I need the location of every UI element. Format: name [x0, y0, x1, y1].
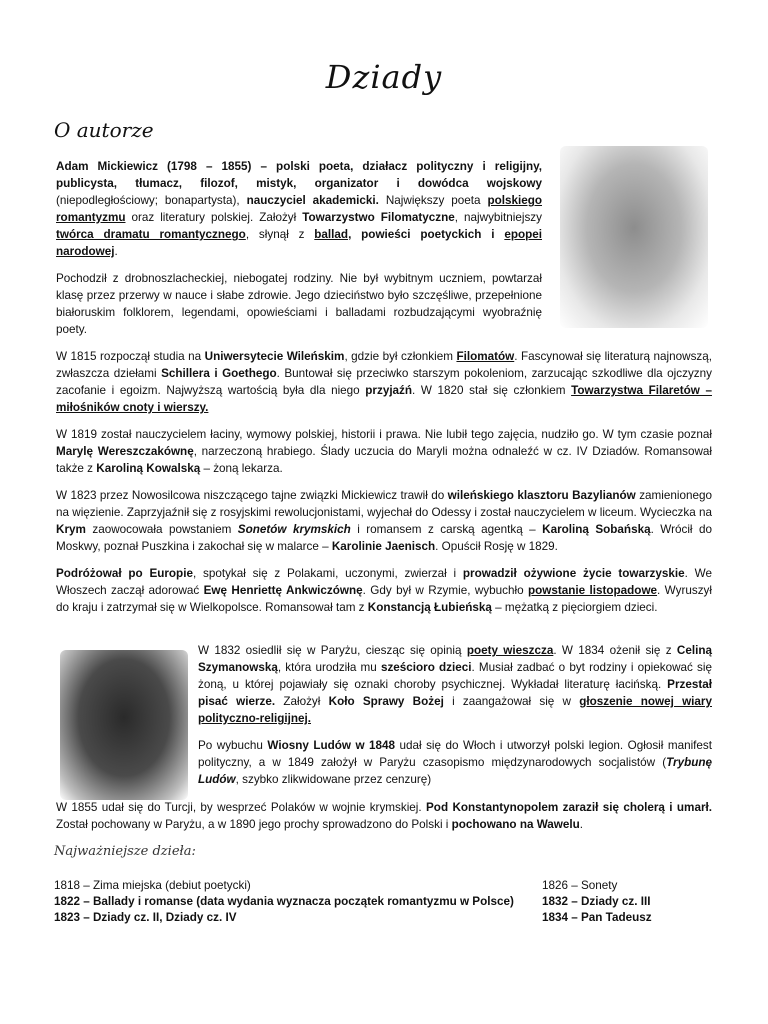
- text-run: , gdzie był członkiem: [344, 350, 457, 363]
- paragraph-exile: [56, 487, 712, 555]
- paragraph-intro-2: [56, 270, 542, 338]
- text-run: . Fascynował się literaturą najnowszą, zwłaszcza dziełami: [56, 350, 713, 380]
- works-column-left: [54, 878, 534, 926]
- text-run: przyjaźń: [365, 384, 413, 397]
- text-run: Przestał pisać wierze.: [198, 678, 712, 708]
- text-run: Został pochowany w Paryżu, a w 1890 jego prochy sprowadzono do Polski i: [56, 818, 452, 831]
- death-block: [56, 799, 712, 843]
- text-run: prowadził ożywione życie towarzyskie: [462, 567, 685, 580]
- text-run: Wiosny Ludów w 1848: [267, 739, 396, 752]
- text-run: , najwybitniejszy: [454, 211, 542, 224]
- work-item: 1823 – Dziady cz. II, Dziady cz. IV: [54, 911, 237, 924]
- page-title: Dziady: [325, 58, 443, 96]
- text-run: poety wieszcza: [466, 644, 554, 657]
- text-run: powstanie listopadowe: [527, 584, 658, 597]
- text-run: Koło Sprawy Bożej: [328, 695, 444, 708]
- text-run: . Gdy był w Rzymie, wybuchło: [362, 584, 528, 597]
- text-run: udał się do Włoch i utworzył polski legion. Ogłosił manifest polityczny, a w 1849 założył w Paryżu czasopismo międzynarodowych socjalistów (: [198, 739, 713, 769]
- text-run: Uniwersytecie Wileńskim: [204, 350, 345, 363]
- text-run: Po wybuchu: [198, 739, 268, 752]
- text-run: zaowocowała powstaniem: [85, 523, 238, 536]
- text-run: , która urodziła mu: [277, 661, 381, 674]
- text-run: sześcioro dzieci: [380, 661, 472, 674]
- works-column-right: [542, 878, 712, 926]
- text-run: Konstancją Łubieńską: [367, 601, 492, 614]
- text-run: Największy poeta: [378, 194, 488, 207]
- text-run: Adam Mickiewicz (1798 – 1855) – polski poeta, działacz polityczny i religijny, publicysta, tłumacz, filozof, mistyk, organizator i dowódca wojskowy: [56, 160, 542, 190]
- section-heading: O autorze: [54, 118, 154, 142]
- text-run: W 1855 udał się do Turcji, by wesprzeć Polaków w wojnie krymskiej.: [56, 801, 427, 814]
- text-run: . Opuścił Rosję w 1829.: [435, 540, 558, 553]
- paragraph-spring-of-nations: [198, 737, 712, 788]
- biography-block: [56, 348, 712, 626]
- paris-block: [198, 642, 712, 798]
- text-run: W 1823 przez Nowosilcowa niszczącego tajne związki Mickiewicz trawił do: [56, 489, 448, 502]
- paragraph-paris: [198, 642, 712, 727]
- text-run: powieści poetyckich i: [361, 228, 505, 241]
- text-run: Towarzystwo Filomatyczne: [302, 211, 455, 224]
- text-run: nauczyciel akademicki.: [246, 194, 379, 207]
- paragraph-teacher: [56, 426, 712, 477]
- text-run: Podróżował po Europie: [56, 567, 193, 580]
- text-run: zamienionego na więzienie. Zaprzyjaźnił się z rosyjskimi rewolucjonistami, wyjechał do Odessy i został nauczycielem w liceum. Wycieczka na: [56, 489, 712, 519]
- text-run: W 1832 osiedlił się w Paryżu, ciesząc się opinią: [198, 644, 467, 657]
- text-run: – mężatką z pięciorgiem dzieci.: [491, 601, 658, 614]
- text-run: Marylę Wereszczakównę: [56, 445, 194, 458]
- text-run: Sonetów krymskich: [237, 523, 351, 536]
- text-run: epopei narodowej: [56, 228, 543, 258]
- works-heading: Najważniejsze dzieła:: [54, 844, 196, 859]
- text-run: i zaangażował się w: [443, 695, 580, 708]
- text-run: Karoliną Kowalską: [96, 462, 201, 475]
- text-run: Karolinie Jaenisch: [331, 540, 436, 553]
- intro-block: [56, 158, 542, 348]
- paragraph-death: [56, 799, 712, 833]
- text-run: . W 1820 stał się członkiem: [412, 384, 572, 397]
- text-run: . Musiał zadbać o byt rodziny i opiekować się żoną, u której pojawiały się oznaki choroby psychicznej. Wykładał literaturę łacińską.: [198, 661, 712, 691]
- text-run: . Wyruszył do kraju i zatrzymał się w Wielkopolsce. Romansował tam z: [56, 584, 712, 614]
- text-run: i romansem z carską agentką –: [350, 523, 543, 536]
- text-run: .: [579, 818, 584, 831]
- text-run: Pod Konstantynopolem zaraził się cholerą i umarł.: [426, 801, 712, 814]
- text-run: (niepodległościowy; bonapartysta),: [56, 194, 247, 207]
- paragraph-studies: [56, 348, 712, 416]
- text-run: pochowano na Wawelu: [451, 818, 580, 831]
- text-run: . W 1834 ożenił się z: [553, 644, 677, 657]
- text-run: Ewę Henriettę Ankwiczównę: [203, 584, 363, 597]
- text-run: – żoną lekarza.: [200, 462, 283, 475]
- text-run: , spotykał się z Polakami, uczonymi, zwierzał i: [192, 567, 463, 580]
- work-item: 1818 – Zima miejska (debiut poetycki): [54, 879, 251, 892]
- paragraph-intro-1: [56, 158, 542, 260]
- work-item: 1826 – Sonety: [542, 879, 618, 892]
- text-run: Krym: [56, 523, 86, 536]
- text-run: oraz literatury polskiej. Założył: [125, 211, 303, 224]
- work-item: 1832 – Dziady cz. III: [542, 895, 651, 908]
- paragraph-europe: [56, 565, 712, 616]
- text-run: głoszenie nowej wiary polityczno-religijnej.: [198, 695, 712, 725]
- portrait-image-mickiewicz-young: [60, 650, 188, 800]
- text-run: , szybko zlikwidowane przez cenzurę): [235, 773, 432, 786]
- text-run: Pochodził z drobnoszlacheckiej, niebogatej rodziny. Nie był wybitnym uczniem, powtarzał klasę przez przerwy w nauce i słabe zdrowie. Jego dzieciństwo było szczęśliwe, przepełnione białoruskim folklorem, legendami, opowieściami i balladami rozbudzającymi wyobraźnię poety.: [56, 272, 542, 336]
- text-run: Założył: [275, 695, 329, 708]
- text-run: wileńskiego klasztoru Bazylianów: [447, 489, 636, 502]
- text-run: , słynął z: [245, 228, 315, 241]
- text-run: , narzeczoną hrabiego. Ślady uczucia do Maryli można odnaleźć w cz. IV Dziadów. Romansował także z: [56, 445, 712, 475]
- work-item: 1822 – Ballady i romanse (data wydania wyznacza początek romantyzmu w Polsce): [54, 895, 514, 908]
- text-run: . Buntował się przeciwko starszym pokoleniom, zarzucając szkodliwe dla ojczyzny zacofanie i egoizm. Najwyższą wartością była dla niego: [56, 367, 712, 397]
- text-run: polskiego romantyzmu: [56, 194, 542, 224]
- text-run: W 1815 rozpoczął studia na: [56, 350, 205, 363]
- text-run: Towarzystwa Filaretów – miłośników cnoty i wierszy.: [56, 384, 712, 414]
- text-run: Schillera i Goethego: [161, 367, 277, 380]
- text-run: Karoliną Sobańską: [542, 523, 651, 536]
- text-run: Celiną Szymanowską: [198, 644, 712, 674]
- work-item: 1834 – Pan Tadeusz: [542, 911, 652, 924]
- text-run: .: [114, 245, 118, 258]
- portrait-image-mickiewicz-elder: [560, 146, 708, 328]
- text-run: Trybunę Ludów: [198, 756, 712, 786]
- text-run: twórca dramatu romantycznego: [56, 228, 246, 241]
- text-run: [351, 228, 361, 241]
- text-run: . Wrócił do Moskwy, poznał Puszkina i zakochał się w malarce –: [56, 523, 712, 553]
- text-run: . We Włoszech zaczął adorować: [56, 567, 712, 597]
- text-run: Filomatów: [456, 350, 515, 363]
- text-run: ballad,: [314, 228, 352, 241]
- text-run: W 1819 został nauczycielem łaciny, wymowy polskiej, historii i prawa. Nie lubił tego zajęcia, nudziło go. W tym czasie poznał: [56, 428, 712, 441]
